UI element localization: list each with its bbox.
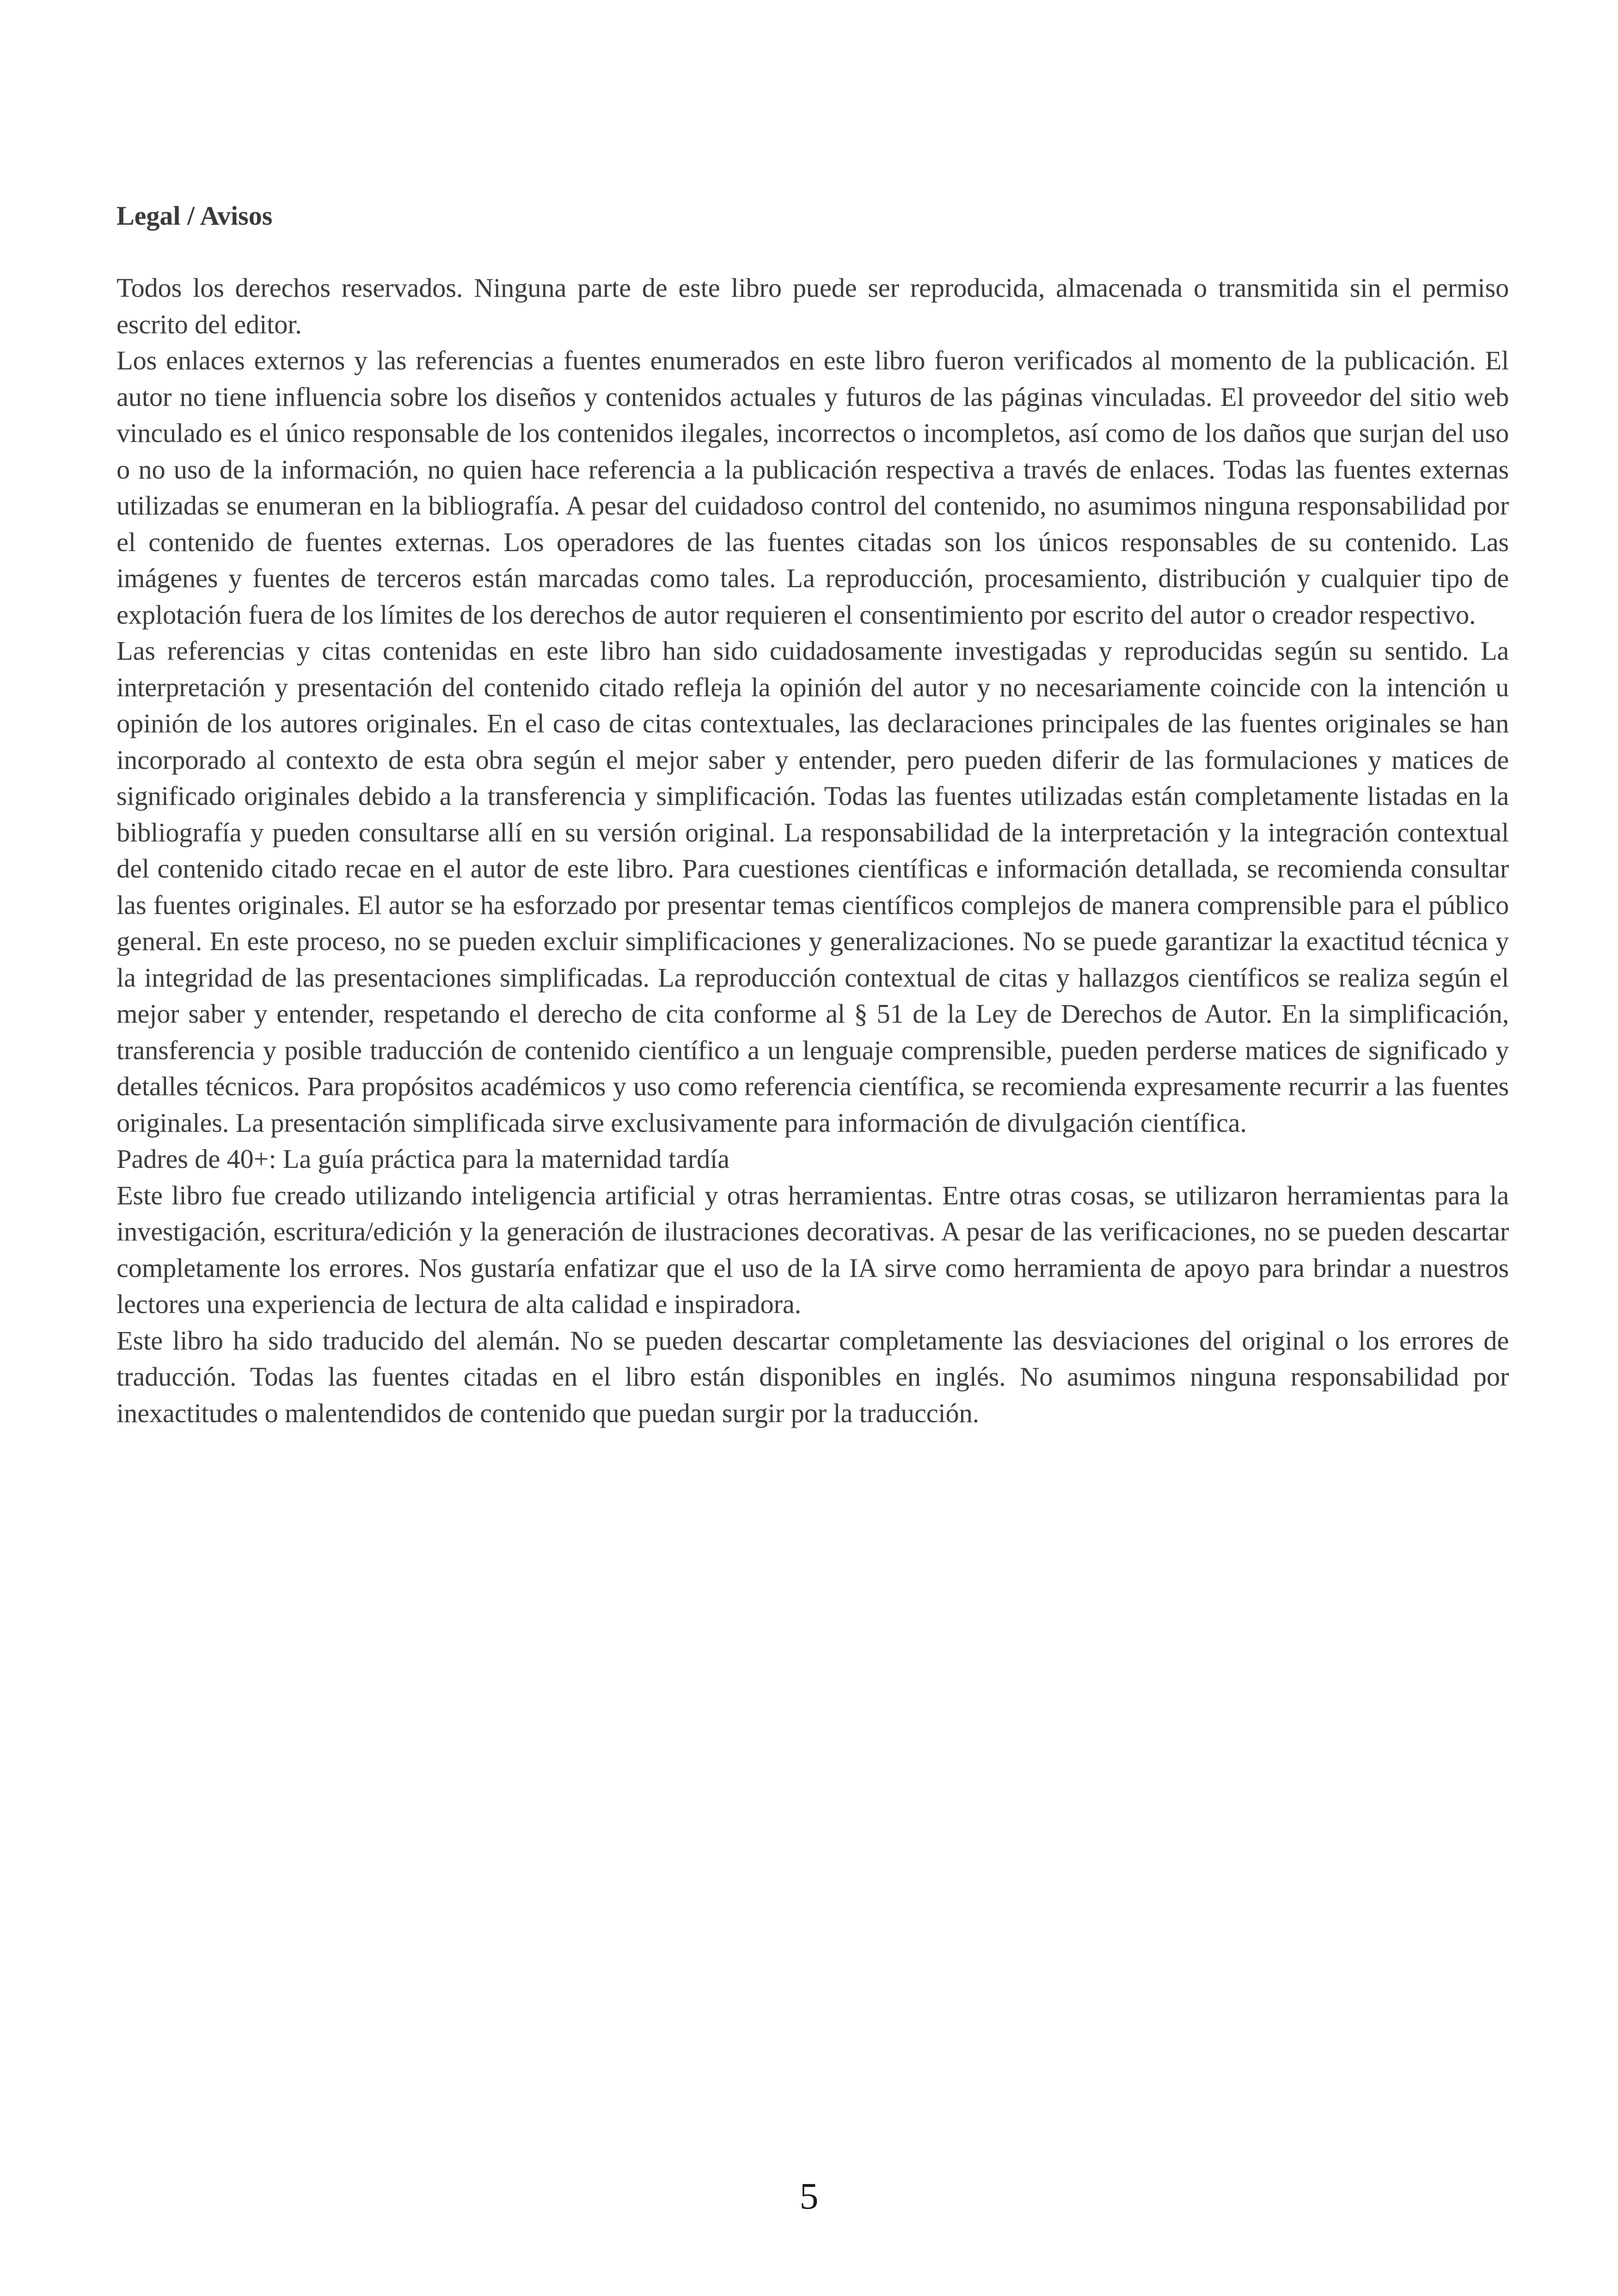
external-links-paragraph: Los enlaces externos y las referencias a fuentes enumerados en este libro fueron verificados al momento de la publicación. El autor no tiene influencia sobre los diseños y contenidos actuales y futuros de las páginas vinculadas. El proveedor del sitio web vinculado es el único responsable de los contenidos ilegales, incorrectos o incompletos, así como de los daños que surjan del uso o no uso de la información, no quien hace referencia a la publicación respectiva a través de enlaces. Todas las fuentes externas utilizadas se enumeran en la bibliografía. A pesar del cuidadoso control del contenido, no asumimos ninguna responsabilidad por el contenido de fuentes externas. Los operadores de las fuentes citadas son los únicos responsables de su contenido. Las imágenes y fuentes de terceros están marcadas como tales. La reproducción, procesamiento, distribución y cualquier tipo de explotación fuera de los límites de los derechos de autor requieren el consentimiento por escrito del autor o creador respectivo. xyxy=(116,345,1509,630)
citations-paragraph: Las referencias y citas contenidas en este libro han sido cuidadosamente investigadas y reproducidas según su sentido. La interpretación y presentación del contenido citado refleja la opinión del autor y no necesariamente coincide con la intención u opinión de los autores originales. En el caso de citas contextuales, las declaraciones principales de las fuentes originales se han incorporado al contexto de esta obra según el mejor saber y entender, pero pueden diferir de las formulaciones y matices de significado originales debido a la transferencia y simplificación. Todas las fuentes utilizadas están completamente listadas en la bibliografía y pueden consultarse allí en su versión original. La responsabilidad de la interpretación y la integración contextual del contenido citado recae en el autor de este libro. Para cuestiones científicas e información detallada, se recomienda consultar las fuentes originales. El autor se ha esforzado por presentar temas científicos complejos de manera comprensible para el público general. En este proceso, no se pueden excluir simplificaciones y generalizaciones. No se puede garantizar la exactitud técnica y la integridad de las presentaciones simplificadas. La reproducción contextual de citas y hallazgos científicos se realiza según el mejor saber y entender, respetando el derecho de cita conforme al § 51 de la Ley de Derechos de Autor. En la simplificación, transferencia y posible traducción de contenido científico a un lenguaje comprensible, pueden perderse matices de significado y detalles técnicos. Para propósitos académicos y uso como referencia científica, se recomienda expresamente recurrir a las fuentes originales. La presentación simplificada sirve exclusivamente para información de divulgación científica. xyxy=(116,636,1509,1138)
copyright-paragraph: Todos los derechos reservados. Ninguna parte de este libro puede ser reproducida, almacenada o transmitida sin el permiso escrito del editor. xyxy=(116,273,1509,339)
translation-paragraph: Este libro ha sido traducido del alemán. No se pueden descartar completamente las desviaciones del original o los errores de traducción. Todas las fuentes citadas en el libro están disponibles en inglés. No asumimos ninguna responsabilidad por inexactitudes o malentendidos de contenido que puedan surgir por la traducción. xyxy=(116,1325,1509,1428)
ai-disclosure-paragraph: Este libro fue creado utilizando inteligencia artificial y otras herramientas. Entre otras cosas, se utilizaron herramientas para la investigación, escritura/edición y la generación de ilustraciones decorativas. A pesar de las verificaciones, no se pueden descartar completamente los errores. Nos gustaría enfatizar que el uso de la IA sirve como herramienta de apoyo para brindar a nuestros lectores una experiencia de lectura de alta calidad e inspiradora. xyxy=(116,1180,1509,1319)
legal-body xyxy=(116,270,1509,1431)
book-title-line: Padres de 40+: La guía práctica para la maternidad tardía xyxy=(116,1144,729,1174)
section-heading: Legal / Avisos xyxy=(116,201,273,231)
page-number: 5 xyxy=(799,2175,819,2217)
document-page xyxy=(116,0,1509,2296)
